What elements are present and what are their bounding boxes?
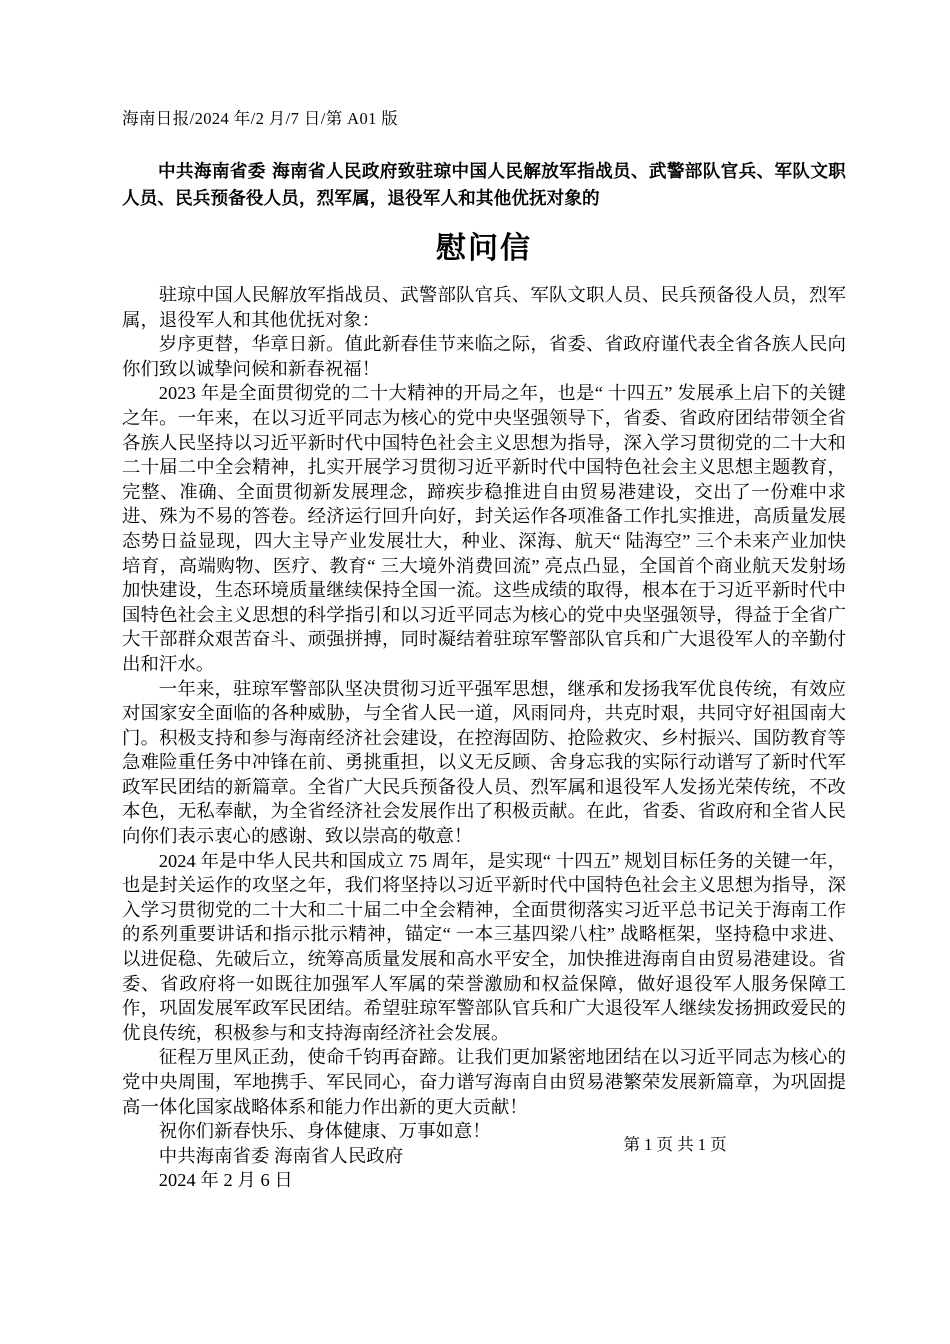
signature-organizations: 中共海南省委 海南省人民政府 [158, 1145, 404, 1166]
paragraph-call-to-action: 征程万里风正劲，使命千钧再奋蹄。让我们更加紧密地团结在以习近平同志为核心的党中央周围，军地携手、军民同心，奋力谱写海南自由贸易港繁荣发展新篇章，为巩固提高一体化国家战略体系和能力作出新的更大贡献！ [122, 1047, 846, 1117]
masthead-source-line: 海南日报/2024 年/2 月/7 日/第 A01 版 [122, 109, 399, 128]
document-content [122, 0, 846, 1193]
page-title: 慰问信 [436, 231, 532, 266]
closing-wishes: 祝你们新春快乐、身体健康、万事如意！ [158, 1121, 491, 1142]
page-footer [0, 1134, 950, 1156]
signature-date: 2024 年 2 月 6 日 [158, 1170, 293, 1191]
document-body [122, 283, 846, 1193]
document-headline: 中共海南省委 海南省人民政府致驻琼中国人民解放军指战员、武警部队官兵、军队文职人员、民兵预备役人员，烈军属，退役军人和其他优抚对象的 [122, 162, 846, 209]
paragraph-salutation: 驻琼中国人民解放军指战员、武警部队官兵、军队文职人员、民兵预备役人员，烈军属，退役军人和其他优抚对象： [122, 285, 846, 330]
signature-block [122, 1119, 846, 1193]
page-number-label: 第 1 页 共 1 页 [623, 1135, 727, 1154]
paragraph-2024-outlook: 2024 年是中华人民共和国成立 75 周年，是实现“ 十四五” 规划目标任务的关键一年，也是封关运作的攻坚之年，我们将坚持以习近平新时代中国特色社会主义思想为指导，深入学习贯彻党的二十大和二十届二中全会精神，全面贯彻落实习近平总书记关于海南工作的系列重要讲话和指示批示精神，锚定“ 一本三基四梁八柱” 战略框架，坚持稳中求进、以进促稳、先破后立，统筹高质量发展和高水平安全，加快推进海南自由贸易港建设。省委、省政府将一如既往加强军人军属的荣誉激励和权益保障，做好退役军人服务保障工作，巩固发展军政军民团结。希望驻琼军警部队官兵和广大退役军人继续发扬拥政爱民的优良传统，积极参与和支持海南经济社会发展。 [122, 850, 846, 1043]
paragraph-2023-review: 2023 年是全面贯彻党的二十大精神的开局之年，也是“ 十四五” 发展承上启下的关键之年。一年来，在以习近平同志为核心的党中央坚强领导下，省委、省政府团结带领全省各族人民坚持以习近平新时代中国特色社会主义思想为指导，深入学习贯彻党的二十大和二十届二中全会精神，扎实开展学习贯彻习近平新时代中国特色社会主义思想主题教育，完整、准确、全面贯彻新发展理念，蹄疾步稳推进自由贸易港建设，交出了一份难中求进、殊为不易的答卷。经济运行回升向好，封关运作各项准备工作扎实推进，高质量发展态势日益显现，四大主导产业发展壮大，种业、深海、航天“ 陆海空” 三个未来产业加快培育，高端购物、医疗、教育“ 三大境外消费回流” 亮点凸显，全国首个商业航天发射场加快建设，生态环境质量继续保持全国一流。这些成绩的取得，根本在于习近平新时代中国特色社会主义思想的科学指引和以习近平同志为核心的党中央坚强领导，得益于全省广大干部群众艰苦奋斗、顽强拼搏，同时凝结着驻琼军警部队官兵和广大退役军人的辛勤付出和汗水。 [122, 383, 846, 674]
paragraph-military-contribution: 一年来，驻琼军警部队坚决贯彻习近平强军思想，继承和发扬我军优良传统，有效应对国家安全面临的各种威胁，与全省人民一道，风雨同舟，共克时艰，共同守好祖国南大门。积极支持和参与海南经济社会建设，在控海固防、抢险救灾、乡村振兴、国防教育等急难险重任务中冲锋在前、勇挑重担，以义无反顾、舍身忘我的实际行动谱写了新时代军政军民团结的新篇章。全省广大民兵预备役人员、烈军属和退役军人发扬光荣传统，不改本色，无私奉献，为全省经济社会发展作出了积极贡献。在此，省委、省政府和全省人民向你们表示衷心的感谢、致以崇高的敬意！ [122, 678, 846, 847]
paragraph-greeting: 岁序更替，华章日新。值此新春佳节来临之际，省委、省政府谨代表全省各族人民向你们致以诚挚问候和新春祝福！ [122, 334, 846, 379]
